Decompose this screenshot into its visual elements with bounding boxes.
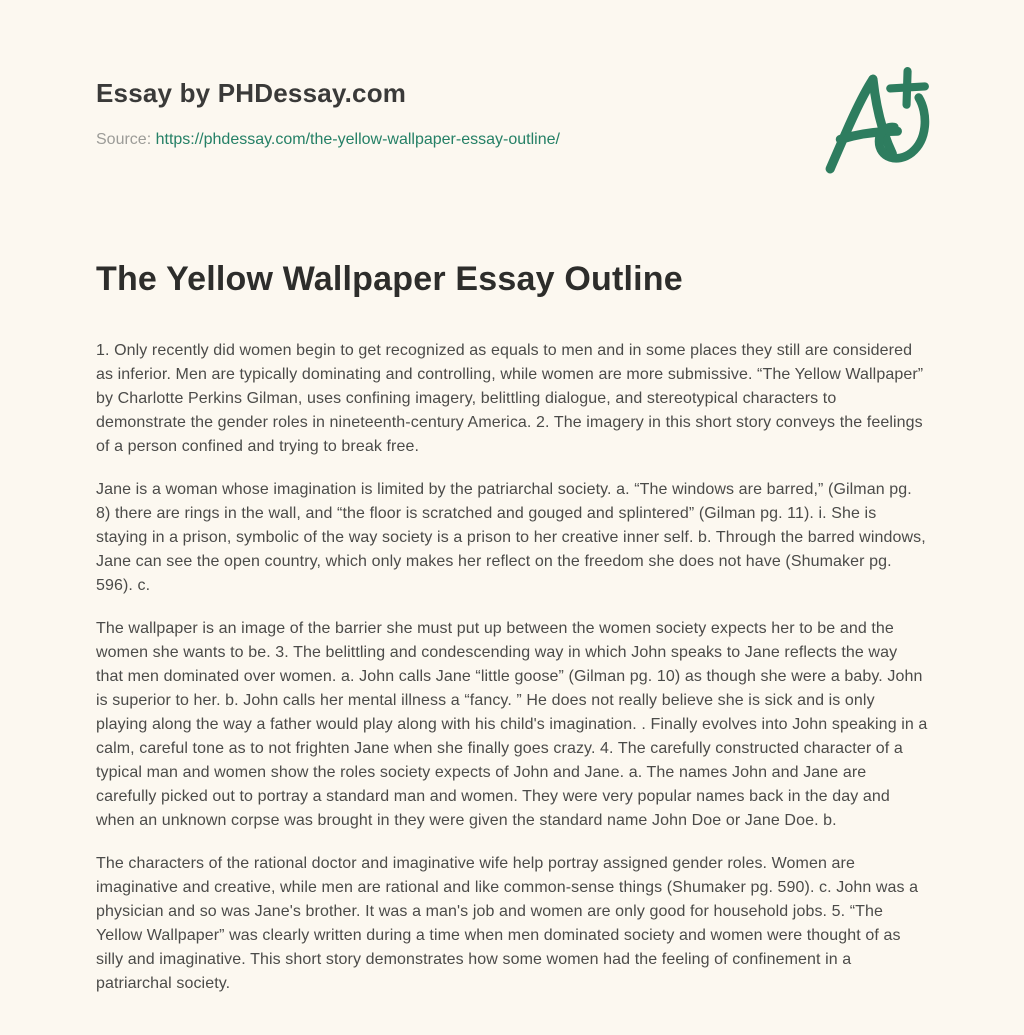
essay-paragraph-1: 1. Only recently did women begin to get recognized as equals to men and in some places they still are considered as inferior. Men are typically dominating and controlling, while women are more submissive. “The Yellow Wallpaper” by Charlotte Perkins Gilman, uses confining imagery, belittling dialogue, and stereotypical characters to demonstrate the gender roles in nineteenth-century America. 2. The imagery in this short story conveys the feelings of a person confined and trying to break free.: [96, 342, 924, 455]
essay-body: [96, 339, 928, 996]
essay-byline: Essay by PHDessay.com: [96, 78, 407, 108]
phdessay-a-plus-logo-icon: [820, 64, 932, 176]
source-line: [96, 131, 560, 149]
page-header: [96, 76, 928, 176]
source-url-link[interactable]: https://phdessay.com/the-yellow-wallpaper-essay-outline/: [155, 131, 560, 148]
essay-paragraph-2: Jane is a woman whose imagination is limited by the patriarchal society. a. “The windows are barred,” (Gilman pg. 8) there are rings in the wall, and “the floor is scratched and gouged and splintered” (Gilman pg. 11). i. She is staying in a prison, symbolic of the way society is a prison to her creative inner self. b. Through the barred windows, Jane can see the open country, which only makes her reflect on the freedom she does not have (Shumaker pg. 596). c.: [96, 481, 926, 594]
essay-paragraph-3: The wallpaper is an image of the barrier she must put up between the women society expects her to be and the women she wants to be. 3. The belittling and condescending way in which John speaks to Jane reflects the way that men dominated over women. a. John calls Jane “little goose” (Gilman pg. 10) as though she were a baby. John is superior to her. b. John calls her mental illness a “fancy. ” He does not really believe she is sick and is only playing along the way a father would play along with his child's imagination. . Finally evolves into John speaking in a calm, careful tone as to not frighten Jane when she finally goes crazy. 4. The carefully constructed character of a typical man and women show the roles society expects of John and Jane. a. The names John and Jane are carefully picked out to portray a standard man and women. They were very popular names back in the day and when an unknown corpse was brought in they were given the standard name John Doe or Jane Doe. b.: [96, 620, 928, 829]
essay-paragraph-4: The characters of the rational doctor and imaginative wife help portray assigned gender roles. Women are imaginative and creative, while men are rational and like common-sense things (Shumaker pg. 590). c. John was a physician and so was Jane's brother. It was a man's job and women are only good for household jobs. 5. “The Yellow Wallpaper” was clearly written during a time when men dominated society and women were thought of as silly and imaginative. This short story demonstrates how some women had the feeling of confinement in a patriarchal society.: [96, 855, 919, 992]
header-text-block: [96, 76, 560, 149]
source-label: Source:: [96, 131, 152, 148]
page-title: The Yellow Wallpaper Essay Outline: [96, 260, 683, 298]
